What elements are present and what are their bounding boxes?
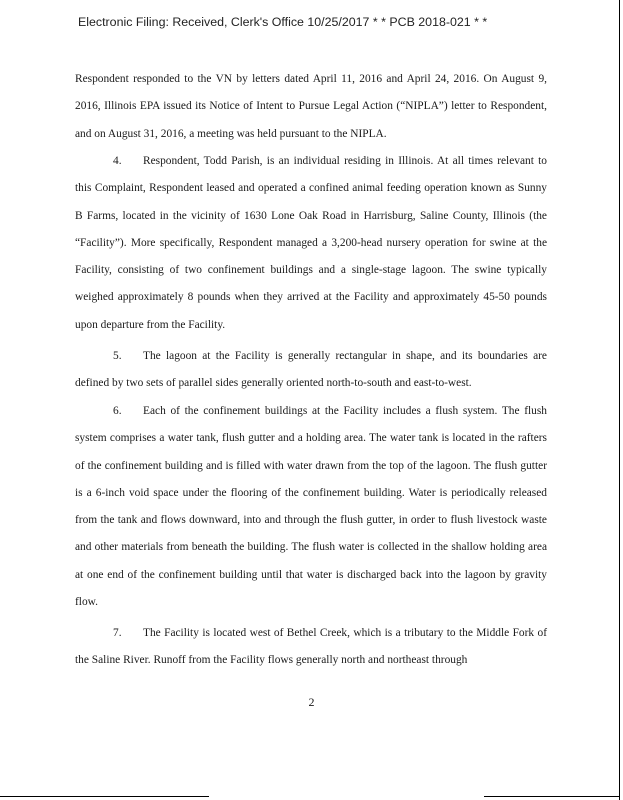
paragraph-number: 7. [113,627,122,639]
electronic-filing-header: Electronic Filing: Received, Clerk's Office 10/25/2017 * * PCB 2018-021 * * [78,15,488,29]
paragraph-7 [75,620,547,675]
scan-edge-right [619,0,620,800]
paragraph-text: Each of the confinement buildings at the Facility includes a flush system. The flush system comprises a water tank, flush gutter and a holding area. The water tank is located in the rafters of the confinement building and is filled with water drawn from the top of the lagoon. The flush gutter is a 6-inch void space under the flooring of the confinement building. Water is periodically released from the tank and flows downward, into and through the flush gutter, in order to flush livestock waste and other materials from beneath the building. The flush water is collected in the shallow holding area at one end of the confinement building until that water is discharged back into the lagoon by gravity flow. [75,405,547,609]
paragraph-5 [75,343,547,398]
scan-edge-bottom-left [0,796,209,797]
paragraph-text: The Facility is located west of Bethel Creek, which is a tributary to the Middle Fork of the Saline River. Runoff from the Facility flows generally north and northeast through [75,627,547,667]
paragraph-number: 6. [113,405,122,417]
scan-edge-bottom-right [484,796,620,797]
paragraph-number: 4. [113,155,122,167]
paragraph-4 [75,148,547,339]
paragraph-text: Respondent, Todd Parish, is an individual residing in Illinois. At all times relevant to this Complaint, Respondent leased and operated a confined animal feeding operation known as Sunny B Farms, located in the vicinity of 1630 Lone Oak Road in Harrisburg, Saline County, Illinois (the “Facility”). More specifically, Respondent managed a 3,200-head nursery operation for swine at the Facility, consisting of two confinement buildings and a single-stage lagoon. The swine typically weighed approximately 8 pounds when they arrived at the Facility and approximately 45-50 pounds upon departure from the Facility. [75,155,547,331]
paragraph-number: 5. [113,350,122,362]
paragraph-6 [75,398,547,616]
paragraph-continuation [75,66,547,148]
page-number: 2 [308,695,315,709]
paragraph-text: Respondent responded to the VN by letters dated April 11, 2016 and April 24, 2016. On August 9, 2016, Illinois EPA issued its Notice of Intent to Pursue Legal Action (“NIPLA”) letter to Respondent, and on August 31, 2016, a meeting was held pursuant to the NIPLA. [75,73,547,140]
paragraph-text: The lagoon at the Facility is generally rectangular in shape, and its boundaries are defined by two sets of parallel sides generally oriented north-to-south and east-to-west. [75,350,547,390]
